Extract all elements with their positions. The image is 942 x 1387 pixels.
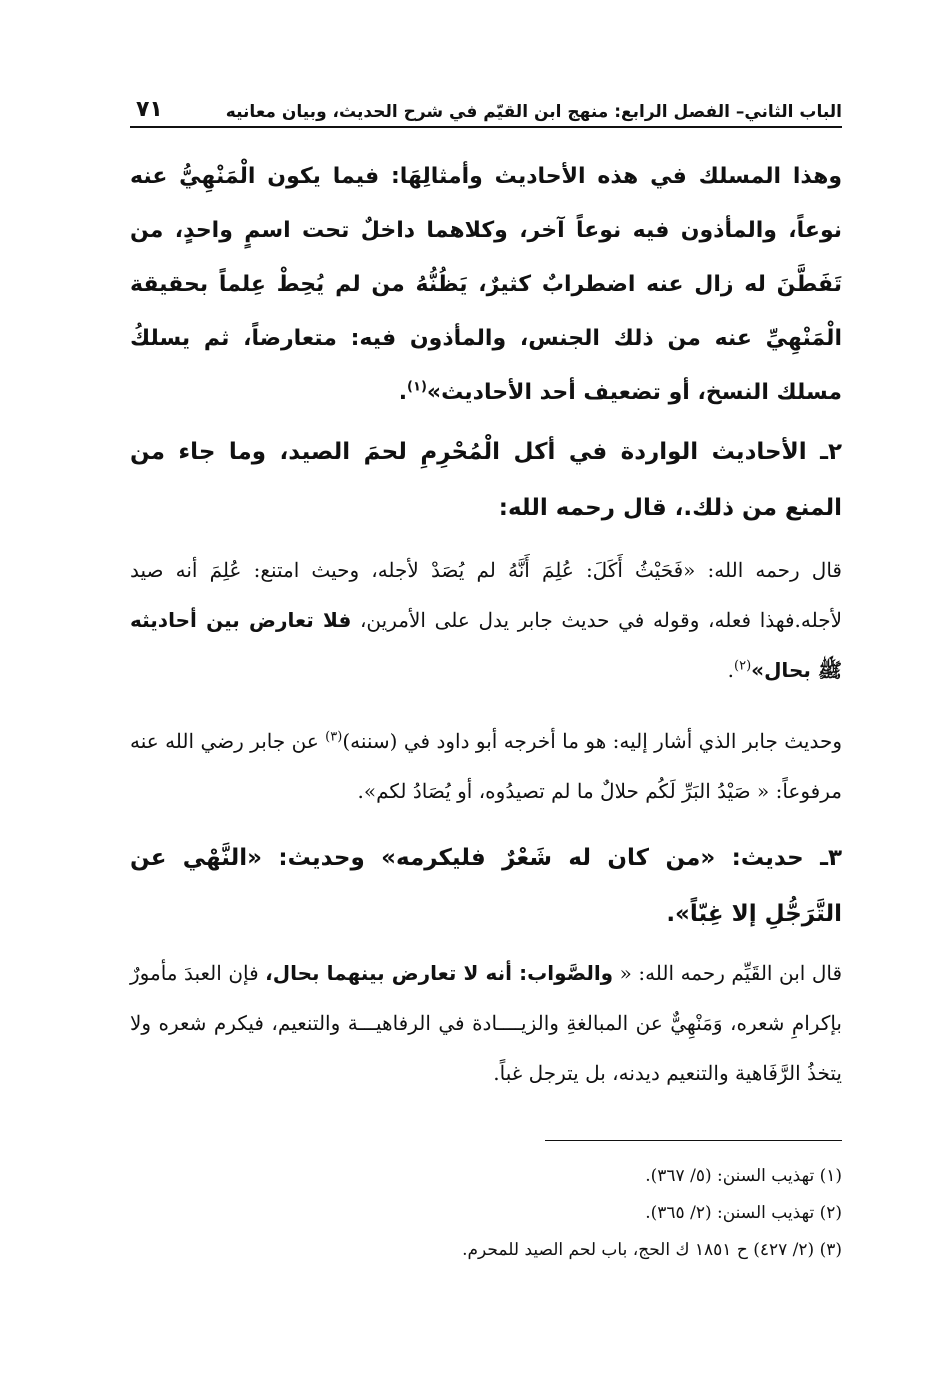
footnote-3: (٣) (٢/ ٤٢٧) ح ١٨٥١ ك الحج، باب لحم الصيد للمحرم.	[462, 1240, 842, 1260]
footnote-ref-1: (١)	[407, 379, 427, 395]
footnote-ref-3: (٣)	[325, 729, 343, 745]
paragraph-3	[130, 716, 842, 816]
running-header	[130, 92, 842, 128]
paragraph-4-bold: والصَّواب: أنه لا تعارض بينهما بحال،	[265, 961, 614, 985]
section-heading-2	[130, 424, 842, 536]
section-heading-3	[130, 830, 842, 942]
paragraph-4-text-end: فإن العبدَ مأمورٌ بإكرامِ شعره، وَمَنْهِيٌّ عن المبالغةِ والزيــــادة في الرفاهيـــة والتنعيم، فيكرم شعره ولا يتخذُ الرَّفَاهية والتنعيم ديدنه، بل يترجل غباً.	[130, 961, 842, 1085]
paragraph-1	[130, 150, 842, 420]
page-number: ٧١	[136, 97, 163, 122]
paragraph-2-text: قال رحمه الله: «فَحَيْثُ أَكَلَ: عُلِمَ أَنَّهُ لم يُصَدْ لأجله، وحيث امتنع: عُلِمَ أنه صيد لأجله.فهذا فعله، وقوله في حديث جابر يدل على الأمرين،	[130, 558, 843, 632]
paragraph-3-text-end: عن جابر رضي الله عنه مرفوعاً: « صَيْدُ البَرِّ لَكُم حلالٌ ما لم تصيدُوه، أو يُصَادُ لكم».	[130, 729, 842, 803]
footnote-ref-2: (٢)	[734, 658, 752, 674]
paragraph-1-end: .	[398, 380, 408, 405]
paragraph-3-text: وحديث جابر الذي أشار إليه: هو ما أخرجه أبو داود في (سننه)	[342, 729, 843, 753]
section-heading-2-text: ٢ـ الأحاديث الواردة في أكل الْمُحْرِمِ لحمَ الصيد، وما جاء من المنع من ذلك.، قال رحمه الله:	[130, 439, 842, 521]
paragraph-2	[130, 545, 842, 695]
paragraph-4	[130, 948, 842, 1098]
paragraph-2-bold: فلا تعارض بين أحاديثه ﷺ بحال»	[130, 608, 842, 682]
paragraph-2-end: .	[727, 658, 735, 682]
footnote-1: (١) تهذيب السنن: (٥/ ٣٦٧).	[645, 1166, 842, 1186]
footnote-separator	[545, 1140, 842, 1141]
paragraph-1-text: وهذا المسلك في هذه الأحاديث وأمثالِهَا: فيما يكون الْمَنْهِيُّ عنه نوعاً، والمأذون فيه نوعاً آخر، وكلاهما داخلٌ تحت اسمٍ واحدٍ، من تَفَطَّنَ له زال عنه اضطرابٌ كثيرٌ، يَظُنُّهُ من لم يُحِطْ عِلماً بحقيقة الْمَنْهِيِّ عنه من ذلك الجنس، والمأذون فيه: متعارضاً، ثم يسلكُ مسلك النسخ، أو تضعيف أحد الأحاديث»	[130, 164, 842, 405]
header-title: الباب الثاني– الفصل الرابع: منهج ابن القيّم في شرح الحديث، وبيان معانيه	[225, 102, 842, 122]
paragraph-4-text-start: قال ابن القَيِّم رحمه الله: «	[613, 961, 843, 985]
footnote-2: (٢) تهذيب السنن: (٢/ ٣٦٥).	[645, 1203, 842, 1223]
footnotes	[130, 1158, 842, 1269]
section-heading-3-text: ٣ـ حديث: «من كان له شَعْرٌ فليكرمه» وحديث: «النَّهْي عن التَّرَجُّلِ إلا غِبّاً».	[130, 845, 842, 927]
